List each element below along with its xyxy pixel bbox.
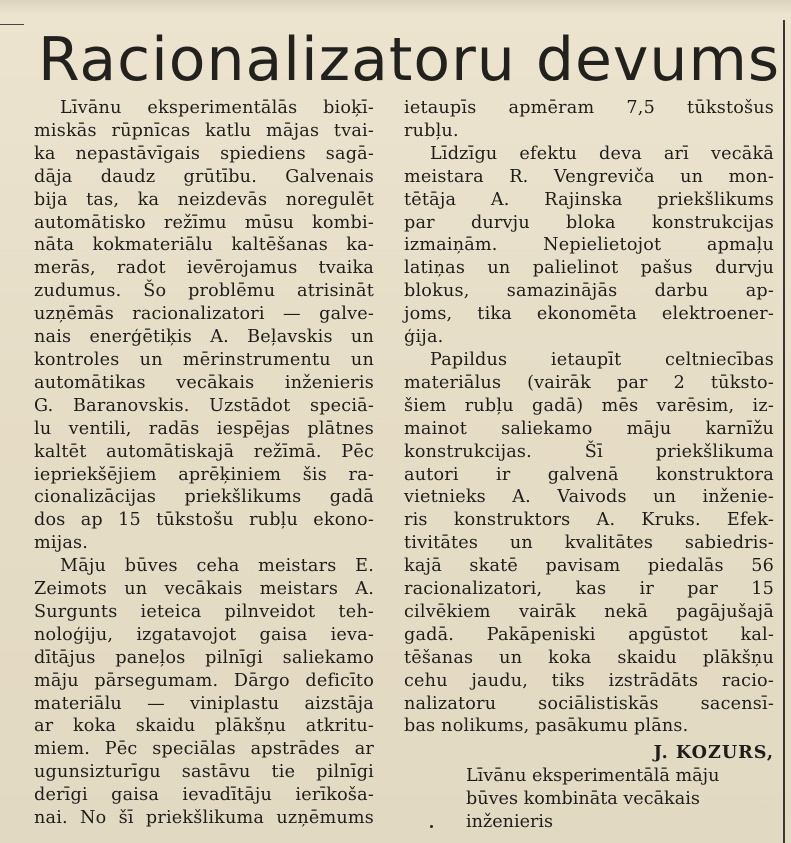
text-line: izmaiņām. Nepielietojot apmaļu	[404, 235, 774, 256]
author-role-line: inženieris	[466, 811, 554, 832]
text-line: merās, radot ievērojamus tvaika	[34, 258, 374, 279]
text-line: nalizatoru sociālistiskās sacensī-	[404, 693, 774, 714]
print-speck	[430, 825, 433, 828]
text-line: joms, tika ekonomēta elektroener-	[404, 304, 774, 325]
column-divider-rule	[783, 20, 785, 843]
text-line: tētāja A. Rajinska priekšlikums	[404, 189, 774, 210]
author-role-line: Līvānu eksperimentālā māju	[466, 766, 720, 786]
text-line: konstrukcijas. Šī priekšlikuma	[404, 441, 774, 462]
text-line: zudumus. Šo problēmu atrisināt	[34, 281, 374, 302]
right-text-column	[404, 97, 774, 738]
text-line: mijas.	[34, 533, 89, 554]
text-line: Zeimots un vecākais meistars A.	[34, 579, 374, 600]
text-line: dāja daudz grūtību. Galvenais	[34, 166, 374, 187]
text-line: Līdzīgu efektu deva arī vecākā	[430, 143, 774, 164]
text-line: dos ap 15 tūkstošu rubļu ekono-	[34, 510, 374, 531]
text-line: vietnieks A. Vaivods un inženie-	[404, 487, 774, 508]
text-line: lu ventili, radās iespējas plātnes	[34, 418, 374, 439]
text-line: cionalizācijas priekšlikums gadā	[34, 487, 374, 508]
text-line: ugunsizturīgu sastāvu tie pilnīgi	[34, 762, 374, 783]
text-line: racionalizatori, kas ir par 15	[404, 579, 774, 600]
text-line: miskās rūpnīcas katlu mājas tvai-	[34, 120, 374, 141]
text-line: materiālus (vairāk par 2 tūksto-	[404, 372, 774, 393]
text-line: automātisko režīmu mūsu kombi-	[34, 212, 374, 233]
text-line: mainot saliekamo māju karnīžu	[404, 418, 774, 439]
text-line: Surgunts ieteica pilnveidot teh-	[34, 601, 374, 622]
text-line: kaltēt automātiskajā režīmā. Pēc	[34, 441, 374, 462]
text-line: autori ir galvenā konstruktora	[404, 464, 774, 485]
author-role-line: būves kombināta vecākais	[466, 788, 700, 809]
text-line: nāta kokmateriālu kaltēšanas ka-	[34, 235, 374, 256]
text-line: bas nolikums, pasākumu plāns.	[404, 716, 689, 737]
top-page-edge	[0, 0, 791, 14]
text-line: šiem rubļu gadā) mēs varēsim, iz-	[404, 395, 774, 416]
text-line: blokus, samazinājās darbu ap-	[404, 281, 774, 302]
text-line: kontroles un mērinstrumentu un	[34, 349, 374, 370]
text-line: dītājus paneļos pilnīgi saliekamo	[34, 647, 374, 668]
text-line: par durvju bloka konstrukcijas	[404, 212, 774, 233]
article-headline: Racionalizatoru devums	[38, 25, 781, 95]
author-name: J. KOZURS,	[653, 742, 774, 763]
text-line: Māju būves ceha meistars E.	[60, 556, 374, 577]
text-line: rubļu.	[404, 120, 459, 141]
text-line: uzņēmās racionalizatori — galve-	[34, 304, 374, 325]
text-line: cilvēkiem vairāk nekā pagājušajā	[404, 601, 774, 622]
text-line: noloģiju, izgatavojot gaisa ieva-	[34, 624, 374, 645]
text-line: kajā skatē pavisam piedalās 56	[404, 556, 774, 577]
left-text-column	[34, 97, 374, 830]
text-line: tēšanas un koka skaidu plākšņu	[404, 647, 774, 668]
text-line: automātikas vecākais inženieris	[34, 372, 374, 393]
text-line: Līvānu eksperimentālās bioķī-	[60, 98, 374, 118]
author-role	[466, 765, 776, 834]
text-line: Papildus ietaupīt celtniecības	[430, 349, 774, 370]
text-line: materiālu — viniplastu aizstāja	[34, 693, 374, 714]
text-line: māju pārsegumam. Dārgo deficīto	[34, 670, 374, 691]
text-line: derīgi gaisa ievadītāju ierīkoša-	[34, 785, 374, 806]
text-line: latiņas un palielinot pašus durvju	[404, 258, 774, 279]
text-line: ris konstruktors A. Kruks. Efek-	[404, 510, 774, 531]
text-line: meistara R. Vengreviča un mon-	[404, 166, 774, 187]
text-line: iepriekšējiem aprēķiniem šis ra-	[34, 464, 374, 485]
text-line: bija tas, ka neizdevās noregulēt	[34, 189, 374, 210]
text-line: cehu jaudu, tiks izstrādāts racio-	[404, 670, 774, 691]
text-line: miem. Pēc speciālas apstrādes ar	[34, 739, 374, 760]
text-line: nais enerģētiķis A. Beļavskis un	[34, 327, 374, 348]
text-line: gadā. Pakāpeniski apgūstot kal-	[404, 624, 774, 645]
text-line: ietaupīs apmēram 7,5 tūkstošus	[404, 98, 774, 118]
text-line: ar koka skaidu plākšņu atkritu-	[34, 716, 374, 737]
text-line: G. Baranovskis. Uzstādot speciā-	[34, 395, 374, 416]
text-line: ka nepastāvīgais spiediens sagā-	[34, 143, 374, 164]
top-left-rule	[0, 24, 24, 25]
text-line: ģija.	[404, 327, 444, 348]
text-line: nai. No šī priekšlikuma uzņēmums	[34, 808, 374, 829]
text-line: tivitātes un kvalitātes sabiedris-	[404, 533, 774, 554]
